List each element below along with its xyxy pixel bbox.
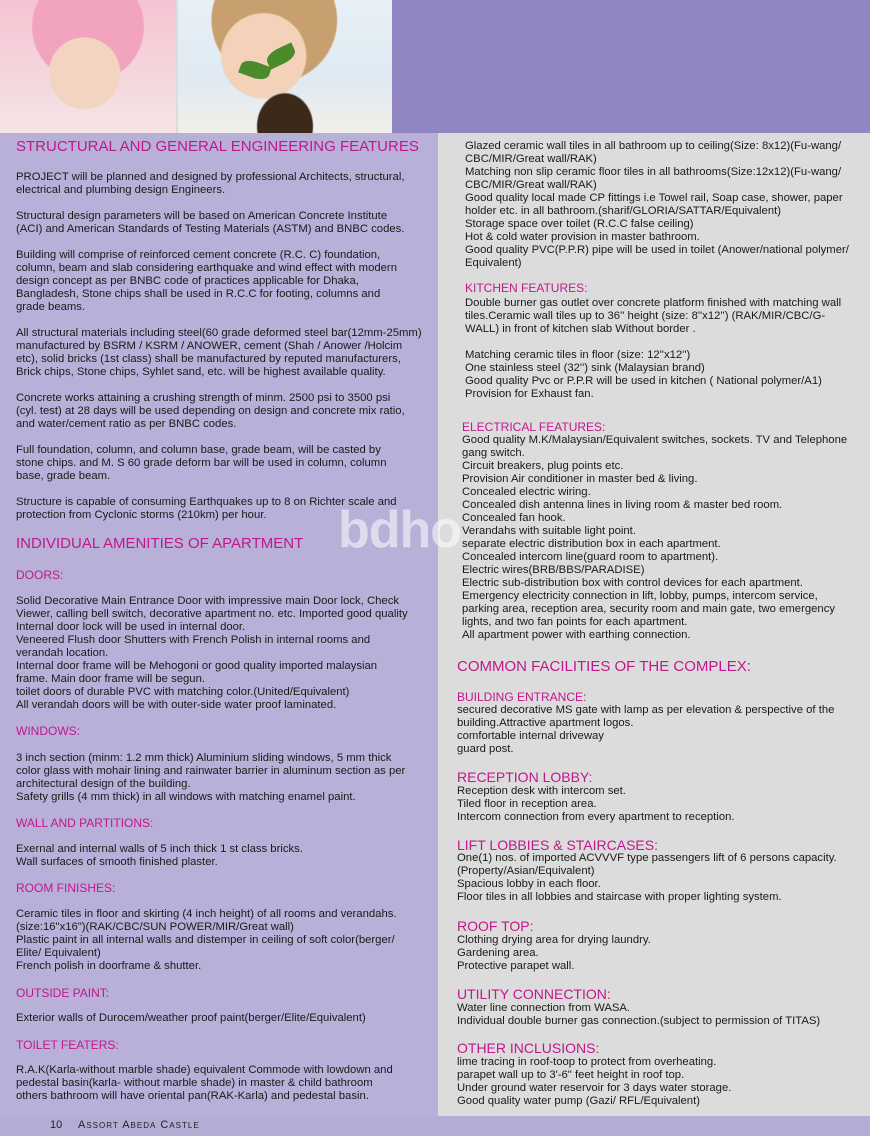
electrical-line: Provision Air conditioner in master bed & living.	[462, 473, 698, 485]
doors-line: Veneered Flush door Shutters with French Polish in internal rooms and	[16, 634, 371, 646]
doors-line: All verandah doors will be with outer-side water proof laminated.	[16, 699, 337, 711]
structural-paragraph-line: Building will comprise of reinforced cement concrete (R.C. C) foundation,	[16, 249, 381, 261]
kitchen-line: One stainless steel (32'') sink (Malaysian brand)	[465, 362, 705, 374]
structural-paragraph-line: Full foundation, column, and column base, grade beam, will be casted by	[16, 444, 381, 456]
walls-line: Exernal and internal walls of 5 inch thick 1 st class bricks.	[16, 843, 303, 855]
doors-line: Solid Decorative Main Entrance Door with impressive main Door lock, Check	[16, 595, 399, 607]
roof-top-line: Protective parapet wall.	[457, 960, 575, 972]
electrical-line: Verandahs with suitable light point.	[462, 525, 636, 537]
room-finishes-line: Ceramic tiles in floor and skirting (4 inch height) of all rooms and verandahs.	[16, 908, 397, 920]
toilet-line: others bathroom will have oriental pan(RAK-Karla) and pedestal basin.	[16, 1090, 369, 1102]
structural-paragraph-line: Structure is capable of consuming Earthquakes up to 8 on Richter scale and	[16, 496, 397, 508]
baby-photo	[0, 0, 176, 133]
room-finishes-line: (size:16"x16")(RAK/CBC/SUN POWER/MIR/Great wall)	[16, 921, 294, 933]
toilet-continued-line: Equivalent)	[465, 257, 522, 269]
toilet-continued-line: Hot & cold water provision in master bathroom.	[465, 231, 700, 243]
toilet-continued-line: Good quality local made CP fittings i.e Towel rail, Soap case, shower, paper	[465, 192, 843, 204]
doors-line: Internal door frame will be Mehogoni or good quality imported malaysian	[16, 660, 378, 672]
structural-paragraph-line: column, beam and slab considering earthquake and wind effect with modern	[16, 262, 397, 274]
toilet-continued-line: Glazed ceramic wall tiles in all bathroom up to ceiling(Size: 8x12)(Fu-wang/	[465, 140, 842, 152]
building-entrance-line: secured decorative MS gate with lamp as per elevation & perspective of the	[457, 704, 835, 716]
electrical-line: Concealed electric wiring.	[462, 486, 591, 498]
kitchen-line: Double burner gas outlet over concrete platform finished with matching wall	[465, 297, 842, 309]
structural-paragraph-line: Bangladesh, Stone chips shall be used in R.C.C for footing, columns and	[16, 288, 381, 300]
electrical-line: All apartment power with earthing connection.	[462, 629, 691, 641]
electrical-line: lights, and two fan points for each apartment.	[462, 616, 688, 628]
other-inclusions-line: Under ground water reservoir for 3 days water storage.	[457, 1082, 732, 1094]
room-finishes-line: French polish in doorframe & shutter.	[16, 960, 202, 972]
reception-lobby-line: Reception desk with intercom set.	[457, 785, 626, 797]
toilet-line: pedestal basin(karla- without marble shade) in master & child bathroom	[16, 1077, 373, 1089]
electrical-line: parking area, reception area, security room and main gate, two emergency	[462, 603, 835, 615]
structural-paragraph-line: protection from Cyclonic storms (210km) per hour.	[16, 509, 267, 521]
structural-paragraph-line: stone chips. and M. S 60 grade deform bar will be used in column, column	[16, 457, 387, 469]
publication-name: Assort Abeda Castle	[78, 1119, 200, 1131]
lift-lobbies-line: One(1) nos. of imported ACVVVF type passengers lift of 6 persons capacity.	[457, 852, 837, 864]
plant-leaf-icon	[264, 42, 298, 69]
room-finishes-line: Plastic paint in all internal walls and distemper in ceiling of soft color(berger/	[16, 934, 395, 946]
windows-line: Safety grills (4 mm thick) in all windows with matching enamel paint.	[16, 791, 356, 803]
subsection-title-walls: WALL AND PARTITIONS:	[16, 816, 154, 830]
electrical-line: Concealed dish antenna lines in living room & master bed room.	[462, 499, 783, 511]
electrical-line: Concealed fan hook.	[462, 512, 566, 524]
header-color-band	[392, 0, 870, 133]
outside-paint-line: Exterior walls of Durocem/weather proof paint(berger/Elite/Equivalent)	[16, 1012, 366, 1024]
other-inclusions-line: parapet wall up to 3'-6" feet height in roof top.	[457, 1069, 685, 1081]
section-title-structural: STRUCTURAL AND GENERAL ENGINEERING FEATURES	[16, 138, 419, 155]
subsection-title-kitchen: KITCHEN FEATURES:	[465, 281, 588, 295]
structural-paragraph-line: electrical and plumbing design Engineers.	[16, 184, 226, 196]
subsection-title-lift-lobbies: LIFT LOBBIES & STAIRCASES:	[457, 837, 658, 853]
section-title-common-facilities: COMMON FACILITIES OF THE COMPLEX:	[457, 658, 751, 675]
building-entrance-line: guard post.	[457, 743, 514, 755]
kitchen-line: tiles.Ceramic wall tiles up to 36'' height (size: 8''x12'') (RAK/MIR/CBC/G-	[465, 310, 826, 322]
doors-line: verandah location.	[16, 647, 109, 659]
kitchen-line: Provision for Exhaust fan.	[465, 388, 594, 400]
structural-paragraph-line: manufactured by BSRM / KSRM / ANOWER, cement (Shah / Anower /Holcim	[16, 340, 403, 352]
subsection-title-building-entrance: BUILDING ENTRANCE:	[457, 690, 587, 704]
windows-line: color glass with mohair lining and rainwater barrier in aluminum section as per	[16, 765, 406, 777]
structural-paragraph-line: Structural design parameters will be based on American Concrete Institute	[16, 210, 388, 222]
lift-lobbies-line: Floor tiles in all lobbies and staircase with proper lighting system.	[457, 891, 782, 903]
utility-line: Individual double burner gas connection.(subject to permission of TITAS)	[457, 1015, 821, 1027]
subsection-title-electrical: ELECTRICAL FEATURES:	[462, 420, 606, 434]
subsection-title-toilet: TOILET FEATERS:	[16, 1038, 119, 1052]
other-inclusions-line: Good quality water pump (Gazi/ RFL/Equivalent)	[457, 1095, 700, 1107]
toilet-continued-line: Good quality PVC(P.P.R) pipe will be used in toilet (Anower/national polymer/	[465, 244, 849, 256]
reception-lobby-line: Intercom connection from every apartment to reception.	[457, 811, 735, 823]
kitchen-line: Matching ceramic tiles in floor (size: 12''x12'')	[465, 349, 691, 361]
building-entrance-line: comfortable internal driveway	[457, 730, 604, 742]
doors-line: Internal door lock will be used in internal door.	[16, 621, 246, 633]
building-entrance-line: building.Attractive apartment logos.	[457, 717, 634, 729]
subsection-title-reception-lobby: RECEPTION LOBBY:	[457, 769, 593, 785]
roof-top-line: Clothing drying area for drying laundry.	[457, 934, 651, 946]
girl-with-plant-photo	[178, 0, 392, 133]
footer-bar	[0, 1116, 870, 1136]
reception-lobby-line: Tiled floor in reception area.	[457, 798, 597, 810]
doors-line: frame. Main door frame will be segun.	[16, 673, 205, 685]
subsection-title-roof-top: ROOF TOP:	[457, 918, 534, 934]
subsection-title-utility: UTILITY CONNECTION:	[457, 986, 611, 1002]
subsection-title-outside-paint: OUTSIDE PAINT:	[16, 986, 110, 1000]
subsection-title-room-finishes: ROOM FINISHES:	[16, 881, 116, 895]
electrical-line: separate electric distribution box in each apartment.	[462, 538, 721, 550]
toilet-continued-line: Storage space over toilet (R.C.C false ceiling)	[465, 218, 694, 230]
subsection-title-other-inclusions: OTHER INCLUSIONS:	[457, 1040, 600, 1056]
structural-paragraph-line: Concrete works attaining a crushing strength of minm. 2500 psi to 3500 psi	[16, 392, 391, 404]
toilet-continued-line: Matching non slip ceramic floor tiles in all bathrooms(Size:12x12)(Fu-wang/	[465, 166, 842, 178]
section-title-amenities: INDIVIDUAL AMENITIES OF APARTMENT	[16, 535, 304, 552]
structural-paragraph-line: (ACI) and American Standards of Testing Materials (ASTM) and BNBC codes.	[16, 223, 405, 235]
windows-line: architectural design of the building.	[16, 778, 191, 790]
electrical-line: Concealed intercom line(guard room to apartment).	[462, 551, 719, 563]
structural-paragraph-line: etc), solid bricks (1st class) shall be manufactured by reputed manufacturers,	[16, 353, 401, 365]
structural-paragraph-line: and water/cement ratio as per BNBC codes.	[16, 418, 237, 430]
lift-lobbies-line: (Property/Asian/Equivalent)	[457, 865, 595, 877]
kitchen-line: WALL) in front of kitchen slab Without border .	[465, 323, 696, 335]
toilet-continued-line: holder etc. in all bathroom.(sharif/GLORIA/SATTAR/Equivalent)	[465, 205, 782, 217]
doors-line: Viewer, calling bell switch, decorative apartment no. etc. Imported good quality	[16, 608, 408, 620]
room-finishes-line: Elite/ Equivalent)	[16, 947, 101, 959]
electrical-line: Emergency electricity connection in lift, lobby, pumps, intercom service,	[462, 590, 818, 602]
doors-line: toilet doors of durable PVC with matching color.(United/Equivalent)	[16, 686, 350, 698]
subsection-title-doors: DOORS:	[16, 568, 64, 582]
structural-paragraph-line: base, grade beam.	[16, 470, 111, 482]
toilet-continued-line: CBC/MIR/Great wall/RAK)	[465, 179, 597, 191]
electrical-line: Electric wires(BRB/BBS/PARADISE)	[462, 564, 645, 576]
page-number: 10	[50, 1119, 63, 1131]
lift-lobbies-line: Spacious lobby in each floor.	[457, 878, 601, 890]
other-inclusions-line: lime tracing in roof-toop to protect from overheating.	[457, 1056, 717, 1068]
structural-paragraph-line: grade beams.	[16, 301, 86, 313]
structural-paragraph-line: Brick chips, Stone chips, Syhlet sand, etc. will be highest available quality.	[16, 366, 386, 378]
roof-top-line: Gardening area.	[457, 947, 539, 959]
structural-paragraph-line: design concept as per BNBC code of practices applicable for Dhaka,	[16, 275, 359, 287]
toilet-continued-line: CBC/MIR/Great wall/RAK)	[465, 153, 597, 165]
subsection-title-windows: WINDOWS:	[16, 724, 80, 738]
electrical-line: Electric sub-distribution box with control devices for each apartment.	[462, 577, 803, 589]
windows-line: 3 inch section (minm: 1.2 mm thick) Aluminium sliding windows, 5 mm thick	[16, 752, 392, 764]
structural-paragraph-line: All structural materials including steel(60 grade deformed steel bar(12mm-25mm)	[16, 327, 422, 339]
kitchen-line: Good quality Pvc or P.P.R will be used in kitchen ( National polymer/A1)	[465, 375, 822, 387]
electrical-line: Circuit breakers, plug points etc.	[462, 460, 624, 472]
watermark: bdho	[338, 501, 462, 559]
electrical-line: Good quality M.K/Malaysian/Equivalent switches, sockets. TV and Telephone	[462, 434, 848, 446]
utility-line: Water line connection from WASA.	[457, 1002, 631, 1014]
electrical-line: gang switch.	[462, 447, 525, 459]
toilet-line: R.A.K(Karla-without marble shade) equivalent Commode with lowdown and	[16, 1064, 393, 1076]
structural-paragraph-line: (cyl. test) at 28 days will be used depending on design and concrete mix ratio,	[16, 405, 405, 417]
walls-line: Wall surfaces of smooth finished plaster.	[16, 856, 218, 868]
structural-paragraph-line: PROJECT will be planned and designed by professional Architects, structural,	[16, 171, 405, 183]
